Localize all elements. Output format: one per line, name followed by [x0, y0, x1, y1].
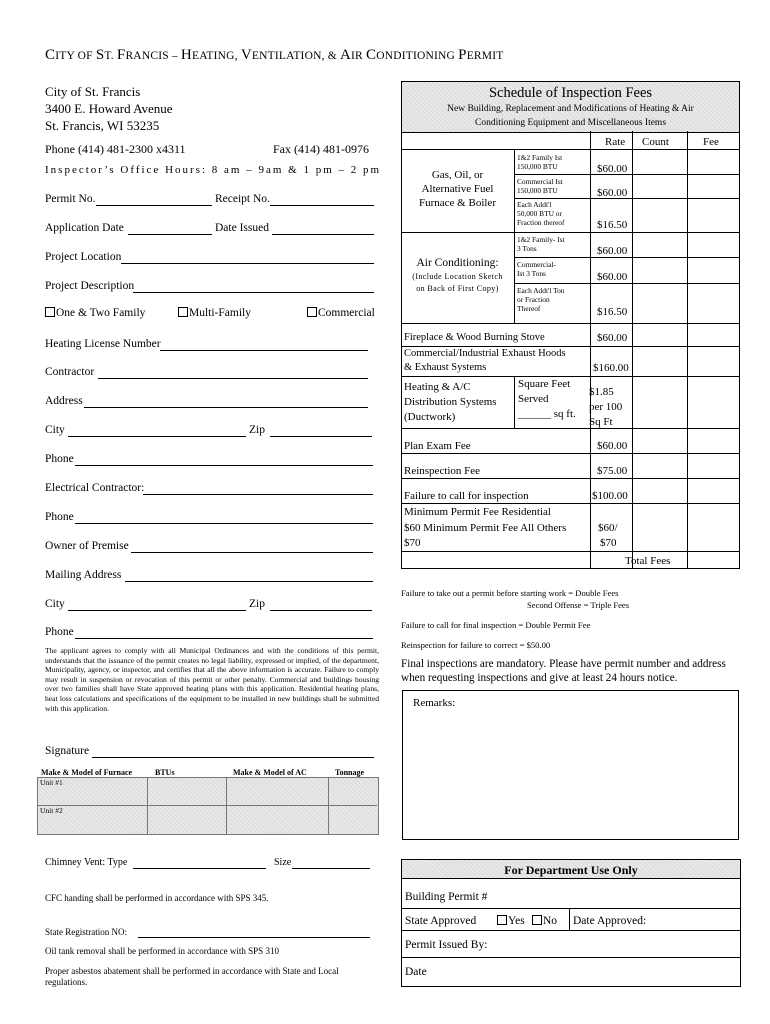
date-issued-field[interactable]	[272, 234, 374, 235]
chimney-label: Chimney Vent: Type	[45, 857, 128, 868]
signature-label: Signature	[45, 745, 90, 757]
date-label: Date	[405, 966, 427, 978]
gas-label-3: Furnace & Boiler	[419, 197, 496, 209]
permit-no-label: Permit No.	[45, 193, 96, 205]
phone-label: Phone	[45, 453, 74, 465]
permit-no-field[interactable]	[96, 205, 212, 206]
reinspection-label: Reinspection Fee	[404, 465, 481, 477]
ac-row-1-rate: $60.00	[597, 245, 628, 257]
city-label-2: City	[45, 598, 65, 610]
multi-family-option[interactable]: Multi-Family	[178, 307, 251, 319]
receipt-no-field[interactable]	[270, 205, 374, 206]
minimum-rate-1: $60/	[598, 522, 618, 534]
size-label: Size	[274, 857, 292, 868]
final-inspections-text-2: when requesting inspections and give at least 24 hours notice.	[401, 672, 678, 684]
plan-exam-label: Plan Exam Fee	[404, 440, 471, 452]
one-two-family-checkbox[interactable]	[45, 307, 55, 317]
gas-row-3-desc: Each Addt'l 50,000 BTU or Fraction thereof	[517, 200, 565, 227]
building-permit-label: Building Permit #	[405, 891, 488, 903]
exhaust-rate: $160.00	[593, 362, 629, 374]
minimum-fee-label-1: Minimum Permit Fee Residential	[404, 506, 551, 518]
yes-option[interactable]: Yes	[497, 915, 525, 927]
minimum-rate-2: $70	[600, 537, 617, 549]
square-feet-label: Square Feet	[518, 378, 571, 390]
office-fax: Fax (414) 481-0976	[273, 142, 369, 156]
date-approved-label: Date Approved:	[573, 915, 647, 927]
zip-label-2: Zip	[249, 598, 265, 610]
project-location-label: Project Location	[45, 251, 122, 263]
gas-row-1-desc: 1&2 Family Ist 150,000 BTU	[517, 153, 563, 171]
city-label: City	[45, 424, 65, 436]
ac-row-3-rate: $16.50	[597, 306, 628, 318]
heating-license-label: Heating License Number	[45, 338, 161, 350]
no-option[interactable]: No	[532, 915, 557, 927]
ac-label-2: (Include Location Sketch	[412, 272, 503, 281]
heating-license-field[interactable]	[160, 350, 368, 351]
distribution-rate-3: Sq Ft	[589, 416, 613, 428]
ac-header: Make & Model of AC	[233, 768, 307, 777]
mailing-city-field[interactable]	[68, 610, 246, 611]
rate-header: Rate	[605, 136, 626, 148]
phone-field[interactable]	[75, 465, 373, 466]
city-name: City of St. Francis	[45, 84, 141, 99]
sq-ft-field[interactable]: ______ sq ft.	[518, 408, 576, 420]
address-label: Address	[45, 395, 83, 407]
fee-schedule-subtitle-2: Conditioning Equipment and Miscellaneous Items	[474, 118, 667, 128]
city-field[interactable]	[68, 436, 246, 437]
btus-header: BTUs	[155, 768, 175, 777]
electrical-phone-field[interactable]	[75, 523, 373, 524]
office-phone: Phone (414) 481-2300 x4311	[45, 142, 186, 156]
failure-call-rate: $100.00	[592, 490, 628, 502]
fee-header: Fee	[703, 136, 719, 148]
final-inspections-text-1: Final inspections are mandatory. Please have permit number and address	[401, 658, 726, 670]
plan-exam-rate: $60.00	[597, 440, 628, 452]
fee-schedule-title: Schedule of Inspection Fees	[488, 85, 653, 101]
state-approved-label: State Approved	[405, 915, 477, 927]
final-inspection-note: Failure to call for final inspection = Double Permit Fee	[401, 620, 591, 630]
permit-issued-label: Permit Issued By:	[405, 939, 488, 951]
project-description-label: Project Description	[45, 280, 135, 292]
units-table	[37, 765, 377, 835]
oil-tank-note: Oil tank removal shall be performed in accordance with SPS 310	[45, 946, 279, 956]
state-registration-label: State Registration NO:	[45, 927, 127, 937]
gas-label-2: Alternative Fuel	[421, 183, 494, 195]
state-registration-field[interactable]	[138, 937, 370, 938]
triple-fee-note: Second Offense = Triple Fees	[527, 600, 630, 610]
total-fees-label: Total Fees	[625, 555, 671, 567]
gas-row-1-rate: $60.00	[597, 163, 628, 175]
unit-1-label: Unit #1	[40, 778, 63, 787]
distribution-rate-1: $1.85	[589, 386, 614, 398]
application-date-label: Application Date	[45, 222, 124, 234]
project-location-field[interactable]	[121, 263, 374, 264]
minimum-fee-label-2: $60 Minimum Permit Fee All Others	[404, 522, 567, 534]
failure-call-label: Failure to call for inspection	[404, 490, 529, 502]
tonnage-header: Tonnage	[335, 768, 365, 777]
count-header: Count	[642, 136, 669, 148]
multi-family-checkbox[interactable]	[178, 307, 188, 317]
ac-label-1: Air Conditioning:	[416, 257, 499, 269]
project-description-field[interactable]	[133, 292, 374, 293]
electrical-contractor-label: Electrical Contractor:	[45, 482, 145, 494]
furnace-header: Make & Model of Furnace	[41, 768, 133, 777]
street-address: 3400 E. Howard Avenue	[45, 101, 173, 116]
ac-row-2-rate: $60.00	[597, 271, 628, 283]
no-checkbox[interactable]	[532, 915, 542, 925]
commercial-checkbox[interactable]	[307, 307, 317, 317]
zip-field[interactable]	[270, 436, 372, 437]
gas-label-1: Gas, Oil, or	[431, 169, 484, 181]
contractor-label: Contractor	[45, 366, 95, 378]
distribution-label-2: Distribution Systems	[404, 396, 497, 408]
one-two-family-option[interactable]: One & Two Family	[45, 307, 145, 319]
city-state-zip: St. Francis, WI 53235	[45, 118, 160, 133]
mailing-zip-field[interactable]	[270, 610, 372, 611]
owner-label: Owner of Premise	[45, 540, 129, 552]
electrical-contractor-field[interactable]	[143, 494, 373, 495]
gas-row-3-rate: $16.50	[597, 219, 628, 231]
distribution-label-3: (Ductwork)	[404, 411, 456, 423]
address-field[interactable]	[84, 407, 368, 408]
receipt-no-label: Receipt No.	[215, 193, 270, 205]
gas-row-2-desc: Commercial Ist 150,000 BTU	[517, 177, 563, 195]
contractor-field[interactable]	[98, 378, 368, 379]
ac-row-1-desc: 1&2 Family- Ist 3 Tons	[517, 235, 565, 253]
fireplace-rate: $60.00	[597, 332, 628, 344]
cfc-note: CFC handing shall be performed in accordance with SPS 345.	[45, 893, 269, 903]
reinspection-rate: $75.00	[597, 465, 628, 477]
served-label: Served	[518, 393, 549, 405]
mailing-phone-field[interactable]	[75, 638, 373, 639]
zip-label: Zip	[249, 424, 265, 436]
exhaust-label-2: & Exhaust Systems	[404, 362, 487, 373]
agreement-text: The applicant agrees to comply with all Municipal Ordinances and with the conditions of this permit, understands that the issuance of the permit creates no legal liability, expressed or implied, of the department, Municipality, agency, or inspector, and certifies that all the above information is accurate. Failure to comply may result in suspension or revocation of this permit or other penalty. Commercial and buildings housing over two families shall have State approved heating plans with this application. Residential heating plans, heat loss calculations and specifications of the equipment to be installed in new buildings shall be submitted with this application.	[45, 646, 379, 713]
minimum-fee-label-3: $70	[404, 537, 421, 549]
gas-row-2-rate: $60.00	[597, 187, 628, 199]
asbestos-note-1: Proper asbestos abatement shall be performed in accordance with State and Local	[45, 966, 339, 976]
office-hours: Inspector’s Office Hours: 8 am – 9am & 1 pm – 2 pm	[45, 164, 382, 176]
remarks-box[interactable]	[402, 690, 739, 840]
commercial-option[interactable]: Commercial	[307, 307, 375, 319]
ac-row-2-desc: Commercial- Ist 3 Tons	[517, 260, 556, 278]
chimney-type-field[interactable]	[133, 868, 266, 869]
fee-schedule-subtitle-1: New Building, Replacement and Modifications of Heating & Air	[447, 104, 694, 114]
phone-label-3: Phone	[45, 626, 74, 638]
distribution-rate-2: per 100	[589, 401, 623, 413]
mailing-address-label: Mailing Address	[45, 569, 122, 581]
fireplace-label: Fireplace & Wood Burning Stove	[404, 332, 545, 343]
remarks-label: Remarks:	[413, 697, 456, 709]
yes-checkbox[interactable]	[497, 915, 507, 925]
phone-label-2: Phone	[45, 511, 74, 523]
exhaust-label-1: Commercial/Industrial Exhaust Hoods	[404, 348, 566, 359]
asbestos-note-2: regulations.	[45, 977, 88, 987]
date-issued-label: Date Issued	[215, 222, 269, 234]
ac-label-3: on Back of First Copy)	[416, 284, 499, 293]
distribution-label-1: Heating & A/C	[404, 381, 471, 393]
ac-row-3-desc: Each Addt'l Ton or Fraction Thereof	[517, 286, 565, 313]
department-use-box	[401, 859, 741, 987]
unit-2-label: Unit #2	[40, 806, 63, 815]
reinspection-note: Reinspection for failure to correct = $50.00	[401, 640, 551, 650]
signature-field[interactable]	[92, 757, 374, 758]
mailing-address-field[interactable]	[125, 581, 373, 582]
owner-field[interactable]	[131, 552, 373, 553]
double-fee-note: Failure to take out a permit before starting work = Double Fees	[401, 588, 619, 598]
department-title: For Department Use Only	[504, 863, 638, 877]
fee-schedule-table	[401, 81, 740, 571]
page-title: CITY OF ST. FRANCIS – HEATING, VENTILATION, & AIR CONDITIONING PERMIT	[45, 47, 504, 63]
chimney-size-field[interactable]	[292, 868, 370, 869]
application-date-field[interactable]	[128, 234, 212, 235]
